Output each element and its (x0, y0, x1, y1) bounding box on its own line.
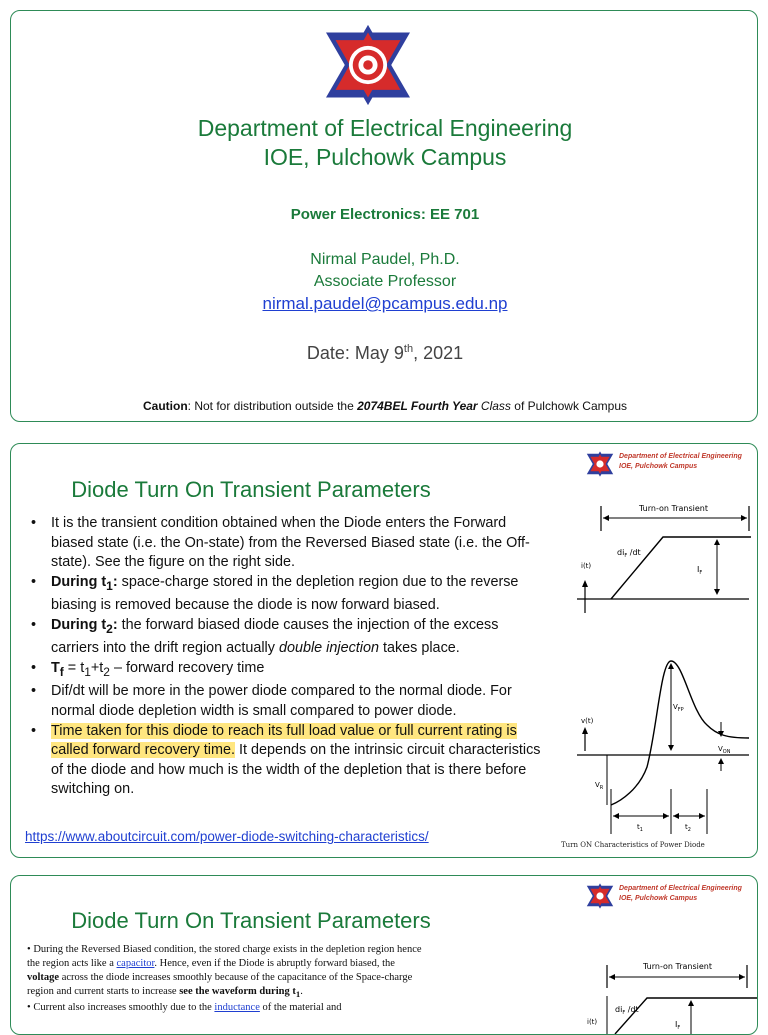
von-label: $V_{ON}$ (718, 745, 731, 755)
list-item: • During $t_1$: space-charge stored in the depletion region due to the reverse biasing is removed because the diode is now forward biased. (29, 573, 549, 616)
turn-on-label: Turn-on Transient (643, 962, 712, 971)
current-axis-label: i(t) (581, 562, 592, 570)
header-campus: IOE, Pulchowk Campus (619, 463, 698, 470)
body-text: of the material and (259, 1002, 342, 1014)
subscript: 1 (295, 989, 301, 1000)
content-slide-partial (10, 875, 758, 1035)
figure-caption: Turn ON Characteristics of Power Diode (561, 841, 705, 849)
university-logo (320, 23, 416, 107)
bullet-text: Dif/dt will be more in the power diode compared to the normal diode. For normal diode depletion width is small compared to power diode. (51, 683, 512, 719)
body-text: across the diode increases smoothly because of the capacitance of the Space-charge region and current starts to increase (27, 972, 413, 997)
list-item (29, 722, 549, 800)
caution-label: Caution (142, 399, 188, 413)
date-year: , 2021 (413, 343, 464, 363)
content-slide (10, 443, 758, 858)
bullet-label: During t (51, 616, 107, 633)
small-logo-icon (585, 450, 615, 478)
bullet-text: space-charge stored in the depletion region due to the reverse biasing is removed because the diode is now forward biased. (51, 573, 519, 614)
vfp-label: $V_{FP}$ (673, 703, 684, 713)
voltage-axis-label: v(t) (581, 717, 594, 725)
body-text: Current also increases smoothly due to the (33, 1002, 215, 1014)
capacitor-link[interactable]: capacitor (116, 958, 155, 969)
author-title: Associate Professor (313, 273, 457, 290)
header-campus: IOE, Pulchowk Campus (619, 895, 698, 902)
bullet-label: During t (51, 573, 107, 590)
current-axis-label: i(t) (587, 1018, 598, 1026)
bullet-text: It depends on the intrinsic circuit characteristics of the diode and how much is the width of the depletion that is there before switching on. (51, 742, 541, 798)
slide-body-text (27, 943, 427, 1015)
body-text: . (300, 986, 303, 997)
list-item (29, 514, 549, 573)
t2-label: $t_2$ (685, 823, 691, 833)
bullet-italic: double injection (278, 640, 379, 657)
title-slide (10, 10, 758, 422)
bullet-text: +t (90, 659, 104, 676)
caution-text: : Not for distribution outside the (187, 399, 358, 413)
author-email-link[interactable]: nirmal.paudel@pcampus.edu.np (262, 294, 508, 313)
turn-on-characteristics-figure (551, 489, 751, 839)
paragraph: • During the Reversed Biased condition, the stored charge exists in the depletion region hence the region acts like a capacitor. Hence, even if the Diode is abruptly forward biased, the voltage across the diode increases smoothly because of the capacitance of the Space-charge region and current starts to increase see the waveform during $t_1$. (27, 944, 422, 1000)
bullet-sub: 1 (106, 578, 113, 593)
header-text (619, 452, 742, 472)
date-superscript: th (403, 343, 414, 355)
caution-batch: 2074BEL Fourth Year (357, 399, 478, 413)
bullet-sub: f (59, 664, 64, 679)
bullet-text: It is the transient condition obtained when the Diode enters the Forward biased state (i.e. the On-state) from the Reversed Biased state (i.e. the Off-state). See the figure on the right side. (51, 515, 530, 571)
reference-link[interactable]: https://www.aboutcircuit.com/power-diode-switching-characteristics/ (25, 829, 429, 844)
bullet-text: – forward recovery time (109, 659, 265, 676)
bullet-sub: 1 (84, 664, 91, 679)
header-dept: Department of Electrical Engineering (619, 453, 742, 460)
body-text: . Hence, even if the Diode is abruptly forward biased, the (154, 958, 395, 969)
list-item (29, 682, 549, 721)
bullet-sub: 2 (103, 664, 110, 679)
slope-label: $di_F$ /dt (615, 1005, 639, 1016)
bullet-text: takes place. (378, 640, 460, 657)
header-dept: Department of Electrical Engineering (619, 885, 742, 892)
if-label: $I_F$ (675, 1020, 681, 1031)
presentation-date (11, 337, 758, 365)
author-name: Nirmal Paudel, Ph.D. (310, 251, 460, 268)
paragraph: • Current also increases smoothly due to the inductance of the material and (27, 1002, 342, 1014)
date-text: Date: May 9 (306, 343, 404, 363)
body-text: During the Reversed Biased condition, the stored charge exists in the depletion region hence the region acts like a (27, 944, 422, 969)
caution-class: Class (477, 399, 511, 413)
caution-note (11, 399, 758, 413)
turn-on-label: Turn-on Transient (639, 504, 708, 513)
caution-text-end: of Pulchowk Campus (510, 399, 627, 413)
list-item (29, 659, 549, 682)
highlighted-text: Time taken for this diode to reach its full load value or full current rating is called forward recovery time. (51, 722, 517, 759)
list-item: • During $t_2$: the forward biased diode causes the injection of the excess carriers into the drift region actually double injection takes place. (29, 616, 549, 659)
campus-name: IOE, Pulchowk Campus (263, 144, 507, 170)
if-label: $I_F$ (697, 565, 703, 576)
department-title (11, 114, 758, 172)
slope-label: $di_F$ /dt (617, 548, 641, 559)
bold-text: voltage (27, 972, 60, 983)
bold-text: see the waveform during t (179, 986, 296, 997)
inductance-link[interactable]: inductance (214, 1002, 260, 1014)
small-logo-icon (585, 882, 615, 910)
course-title: Power Electronics: EE 701 (290, 206, 480, 223)
slide-title: Diode Turn On Transient Parameters (71, 908, 431, 933)
slide-title: Diode Turn On Transient Parameters (71, 477, 431, 502)
bullet-symbol: T (51, 659, 60, 676)
header-text (619, 884, 742, 904)
department-name: Department of Electrical Engineering (197, 115, 573, 141)
vr-label: $V_R$ (595, 781, 604, 791)
bullet-text: the forward biased diode causes the injection of the excess carriers into the drift region actually (51, 616, 499, 657)
bullet-sub: 2 (106, 621, 113, 636)
t1-label: $t_1$ (637, 823, 643, 833)
turn-on-figure-partial (571, 954, 757, 1034)
bullet-list (29, 514, 549, 800)
bullet-text: = t (63, 659, 85, 676)
